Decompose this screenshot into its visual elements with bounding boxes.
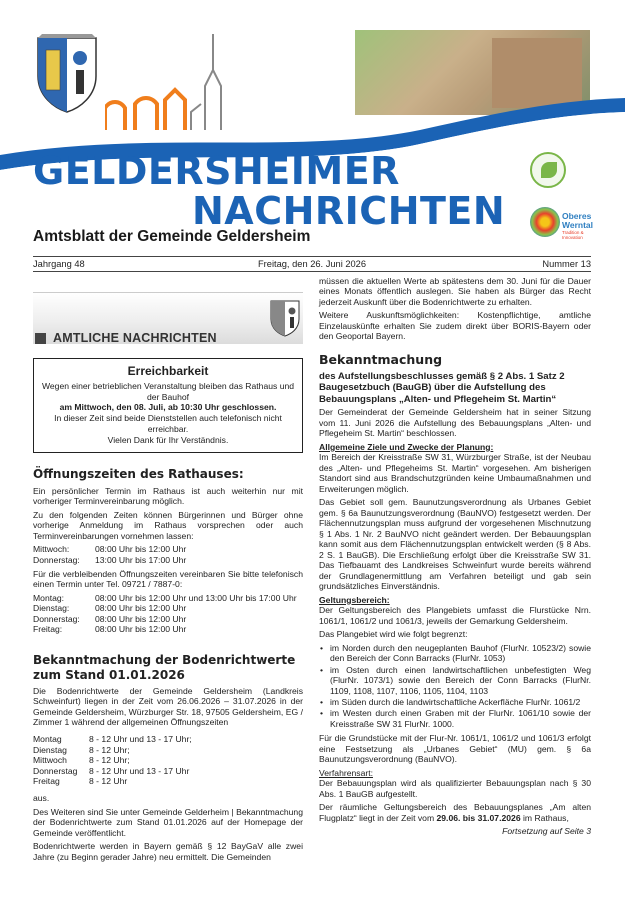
- list-item: • im Süden durch die landwirtschaftliche Ackerfläche FlurNr. 1061/2: [319, 697, 591, 707]
- section-oeffnungszeiten: Öffnungszeiten des Rathauses: Ein persönlicher Termin im Rathaus ist auch weiterhin nur mit vorheriger Terminvereinbarung möglich. Zu den folgenden Zeiten können Bürgerinnen und Bürger ohne vorherige Anmeldung im Rathaus vorsprechen oder auch Terminvereinbarungen vornehmen lassen: Mittwoch: 08:00 Uhr bis 12:00 Uhr Donnerstag: 13:00 Uhr bis 17:00 Uhr Für die verbleibenden Öffnungszeiten vereinbaren Sie bitte telefonisch einen Termin unter Tel. 09721 / 7887-0: Montag: 08:00 Uhr bis 12:00 Uhr und 13:00 Uhr bis 17:00 Uhr Dienstag: 08:00 Uhr bis 12:00 Uhr Donnerstag: 08:00 Uhr bis 12:00 Uhr Freitag: 08:00 Uhr bis 12:00 Uhr: [33, 467, 303, 635]
- table-row: Dienstag 8 - 12 Uhr;: [33, 744, 130, 755]
- section-title: Bekanntmachung: [319, 351, 443, 367]
- table-row: Donnerstag 8 - 12 Uhr und 13 - 17 Uhr: [33, 765, 190, 776]
- subheading-verfahrensart: Verfahrensart:: [319, 767, 373, 778]
- section-title: Öffnungszeiten des Rathauses:: [33, 467, 244, 482]
- section-title: Bekanntmachung der Bodenrichtwerte zum Stand 01.01.2026: [33, 653, 296, 682]
- list-item: • im Westen durch einen Graben mit der FlurNr. 1061/10 sowie der Kreisstraße SW 31 FlurNr. 1000.: [319, 708, 591, 729]
- table-row: Montag 8 - 12 Uhr und 13 - 17 Uhr;: [33, 733, 192, 744]
- hours-table-bodenrichtwerte: [33, 734, 192, 787]
- list-item: • im Osten durch einen landwirtschaftlichen unbefestigten Weg (FlurNr. 1073/1) sowie den Bereich der Conn Barracks (FlurNr. 1109, 1108, 1107, 1106, 1105, 1104, 1103: [319, 665, 591, 696]
- section-banner-amtlich: AMTLICHE NACHRICHTEN: [33, 292, 303, 344]
- oberes-werntal-logo: Oberes Werntal Tradition & Innovation: [530, 203, 594, 243]
- subheading-geltungsbereich: Geltungsbereich:: [319, 594, 390, 605]
- hours-table-appointment: [33, 593, 297, 636]
- coat-of-arms-small-icon: [269, 299, 301, 337]
- table-row: Montag: 08:00 Uhr bis 12:00 Uhr und 13:00 Uhr bis 17:00 Uhr: [33, 592, 297, 603]
- hours-table-free: [33, 544, 186, 565]
- notice-title: Erreichbarkeit: [127, 364, 209, 378]
- issue-date: Freitag, den 26. Juni 2026: [258, 259, 367, 269]
- subheading-ziele: Allgemeine Ziele und Zwecke der Planung:: [319, 441, 494, 452]
- coat-of-arms-icon: [34, 32, 100, 114]
- masthead: [0, 0, 625, 300]
- newspaper-title-line2: NACHRICHTEN: [192, 189, 506, 233]
- list-item: • im Norden durch den neugeplanten Bauhof (FlurNr. 10523/2) sowie den Bereich der Conn Barracks (FlurNr. 1053): [319, 643, 591, 664]
- paragraph-auslegung: Der räumliche Geltungsbereich des Bebauungsplanes „Am alten Flugplatz“ liegt in der Zeit vom 29.06. bis 31.07.2026 im Rathaus,: [319, 802, 591, 823]
- table-row: Dienstag: 08:00 Uhr bis 12:00 Uhr: [33, 603, 187, 614]
- newspaper-subtitle: Amtsblatt der Gemeinde Geldersheim: [33, 228, 311, 245]
- table-row: Donnerstag: 08:00 Uhr bis 12:00 Uhr: [33, 613, 187, 624]
- section-subtitle: des Aufstellungsbeschlusses gemäß § 2 Abs. 1 Satz 2 Baugesetzbuch (BauGB) über die Aufstellung des Bebauungsplans „Alten- und Pflegeheim St. Martin“: [319, 370, 565, 405]
- notice-box-erreichbarkeit: Erreichbarkeit Wegen einer betrieblichen Veranstaltung bleiben das Rathaus und der Bauhof am Mittwoch, den 08. Juli, ab 10:30 Uhr geschlossen. In dieser Zeit sind beide Dienststellen auch telefonisch nicht erreichbar. Vielen Dank für Ihr Verständnis.: [33, 358, 303, 453]
- werntal-burst-icon: [530, 207, 560, 237]
- section-bekanntmachung: Bekanntmachung des Aufstellungsbeschlusses gemäß § 2 Abs. 1 Satz 2 Baugesetzbuch (BauGB) über die Aufstellung des Bebauungsplans „Alten- und Pflegeheim St. Martin“ Der Gemeinderat der Gemeinde Geldersheim hat in seiner Sitzung vom 11. Juni 2026 die Aufstellung des Bebauungsplans „Alten- und Pflegeheim St. Martin“ beschlossen. Allgemeine Ziele und Zwecke der Planung: Im Bereich der Kreisstraße SW 31, Würzburger Straße, ist der Neubau des „Alten- und Pflegeheims St. Martin“ vorgesehen. Am bisherigen Standort sind aus Brandschutzgründen keine Umbaumaßnahmen und Erweiterungen möglich. Das Gebiet soll gem. Baunutzungsverordnung als Urbanes Gebiet gem. § 6a Baunutzungsverordnung (BauNVO) festgesetzt werden. Der Flächennutzungsplan muss aufgrund der vorgesehenen Mischnutzung § 1 Abs. 1 Nr. 2 BauNVO nicht geändert werden. Der Bebauungsplan kann somit aus dem Flächennutzungsplan entwickelt werden (§ 8 Abs. 2 S. 1 BauGB). Die Erschließung erfolgt über die Kreisstraße SW 31. Das Tiefbauamt des Landkreises Schweinfurt wurde bereits während der Grundlagenermittlung am Verfahren beteiligt und gab sein grundsätzliches Einverständnis. Geltungsbereich: Der Geltungsbereich des Plangebiets umfasst die Flurstücke Nrn. 1061/1, 1061/2 und 1061/3, jeweils der Gemarkung Geldersheim. Das Plangebiet wird wie folgt begrenzt: • im Norden durch den neugeplanten Bauhof (FlurNr. 10523/2) sowie den Bereich der Conn Barracks (FlurNr. 1053) • im Osten durch einen landwirtschaftlichen unbefestigten Weg (FlurNr. 1073/1) sowie den Bereich der Conn Barracks (FlurNr. 1109, 1108, 1107, 1106, 1105, 1104, 1103 • im Süden durch die landwirtschaftliche Ackerfläche FlurNr. 1061/2 • im Westen durch einen Graben mit der FlurNr. 1061/10 sowie der Kreisstraße SW 31 FlurNr. 1000. Für die Grundstücke mit der Flur-Nr. 1061/1, 1061/2 und 1061/3 erfolgt eine Festsetzung als „Urbanes Gebiet“ (MU) gem. § 6a Baunutzungsverordnung (BauNVO). Verfahrensart: Der Bebauungsplan wird als qualifizierter Bebauungsplan nach § 30 Abs. 1 BauGB aufgestellt. Der räumliche Geltungsbereich des Bebauungsplanes „Am alten Flugplatz“ liegt in der Zeit vom 29.06. bis 31.07.2026 im Rathaus, Fortsetzung auf Seite 3: [319, 352, 591, 837]
- left-column: [33, 292, 303, 872]
- village-skyline-icon: [105, 30, 235, 140]
- issue-volume: Jahrgang 48: [33, 259, 85, 269]
- table-row: Mittwoch 8 - 12 Uhr;: [33, 755, 130, 766]
- issue-number: Nummer 13: [542, 259, 591, 269]
- section-bodenrichtwerte: Bekanntmachung der Bodenrichtwerte zum Stand 01.01.2026 Die Bodenrichtwerte der Gemeinde Geldersheim (Landkreis Schweinfurt) liegen in der Zeit vom 26.06.2026 – 31.07.2026 in der Gemeinde Geldersheim, Würzburger Str. 18, 97505 Geldersheim, EG / Zimmer 1 während der allgemeinen Öffnungszeiten Montag 8 - 12 Uhr und 13 - 17 Uhr; Dienstag 8 - 12 Uhr; Mittwoch 8 - 12 Uhr; Donnerstag 8 - 12 Uhr und 13 - 17 Uhr Freitag 8 - 12 Uhr aus. Des Weiteren sind Sie unter Gemeinde Gelderheim | Bekanntmachung der Bodenrichtwerte zum Stand 01.01.2026 auf der Homepage der Gemeinde veröffentlicht. Bodenrichtwerte werden in Bayern gemäß § 12 BayGaV alle zwei Jahre (zu Beginn gerader Jahre) neu ermittelt. Die Gemeinden: [33, 653, 303, 862]
- table-row: Donnerstag: 13:00 Uhr bis 17:00 Uhr: [33, 554, 187, 565]
- environment-badge-icon: [530, 152, 566, 188]
- table-row: Freitag 8 - 12 Uhr: [33, 776, 128, 787]
- boundary-list: [319, 643, 591, 730]
- continued-note: Fortsetzung auf Seite 3: [502, 826, 591, 837]
- table-row: Mittwoch: 08:00 Uhr bis 12:00 Uhr: [33, 544, 187, 555]
- table-row: Freitag: 08:00 Uhr bis 12:00 Uhr: [33, 624, 187, 635]
- newspaper-title-line1: GELDERSHEIMER: [33, 149, 400, 193]
- issue-meta-bar: [33, 256, 591, 272]
- right-column: müssen die aktuellen Werte ab spätestens dem 30. Juni für die Dauer eines Monats öffentlich auslegen. Sie haben als Bürger das Recht jederzeit Auskunft über die Bodenrichtwerte zu erhalten. Weitere Auskunftsmöglichkeiten: Kostenpflichtige, amtliche Einzelauskünfte erhalten Sie zudem direkt über BORIS-Bayern oder den Geoportal Bayern. Bekanntmachung des Aufstellungsbeschlusses gemäß § 2 Abs. 1 Satz 2 Baugesetzbuch (BauGB) über die Aufstellung des Bebauungsplans „Alten- und Pflegeheim St. Martin“ Der Gemeinderat der Gemeinde Geldersheim hat in seiner Sitzung vom 11. Juni 2026 die Aufstellung des Bebauungsplans „Alten- und Pflegeheim St. Martin“ beschlossen. Allgemeine Ziele und Zwecke der Planung: Im Bereich der Kreisstraße SW 31, Würzburger Straße, ist der Neubau des „Alten- und Pflegeheims St. Martin“ vorgesehen. Am bisherigen Standort sind aus Brandschutzgründen keine Umbaumaßnahmen und Erweiterungen möglich. Das Gebiet soll gem. Baunutzungsverordnung als Urbanes Gebiet gem. § 6a Baunutzungsverordnung (BauNVO) festgesetzt werden. Der Flächennutzungsplan muss aufgrund der vorgesehenen Mischnutzung § 1 Abs. 1 Nr. 2 BauNVO nicht geändert werden. Der Bebauungsplan kann somit aus dem Flächennutzungsplan entwickelt werden (§ 8 Abs. 2 S. 1 BauGB). Die Erschließung erfolgt über die Kreisstraße SW 31. Das Tiefbauamt des Landkreises Schweinfurt wurde bereits während der Grundlagenermittlung am Verfahren beteiligt und gab sein grundsätzliches Einverständnis. Geltungsbereich: Der Geltungsbereich des Plangebiets umfasst die Flurstücke Nrn. 1061/1, 1061/2 und 1061/3, jeweils der Gemarkung Geldersheim. Das Plangebiet wird wie folgt begrenzt: • im Norden durch den neugeplanten Bauhof (FlurNr. 10523/2) sowie den Bereich der Conn Barracks (FlurNr. 1053) • im Osten durch einen landwirtschaftlichen unbefestigten Weg (FlurNr. 1073/1) sowie den Bereich der Conn Barracks (FlurNr. 1109, 1108, 1107, 1106, 1105, 1104, 1103 • im Süden durch die landwirtschaftliche Ackerfläche FlurNr. 1061/2 • im Westen durch einen Graben mit der FlurNr. 1061/10 sowie der Kreisstraße SW 31 FlurNr. 1000. Für die Grundstücke mit der Flur-Nr. 1061/1, 1061/2 und 1061/3 erfolgt eine Festsetzung als „Urbanes Gebiet“ (MU) gem. § 6a Baunutzungsverordnung (BauNVO). Verfahrensart: Der Bebauungsplan wird als qualifizierter Bebauungsplan nach § 30 Abs. 1 BauGB aufgestellt. Der räumliche Geltungsbereich des Bebauungsplanes „Am alten Flugplatz“ liegt in der Zeit vom 29.06. bis 31.07.2026 im Rathaus, Fortsetzung auf Seite 3: [319, 276, 591, 837]
